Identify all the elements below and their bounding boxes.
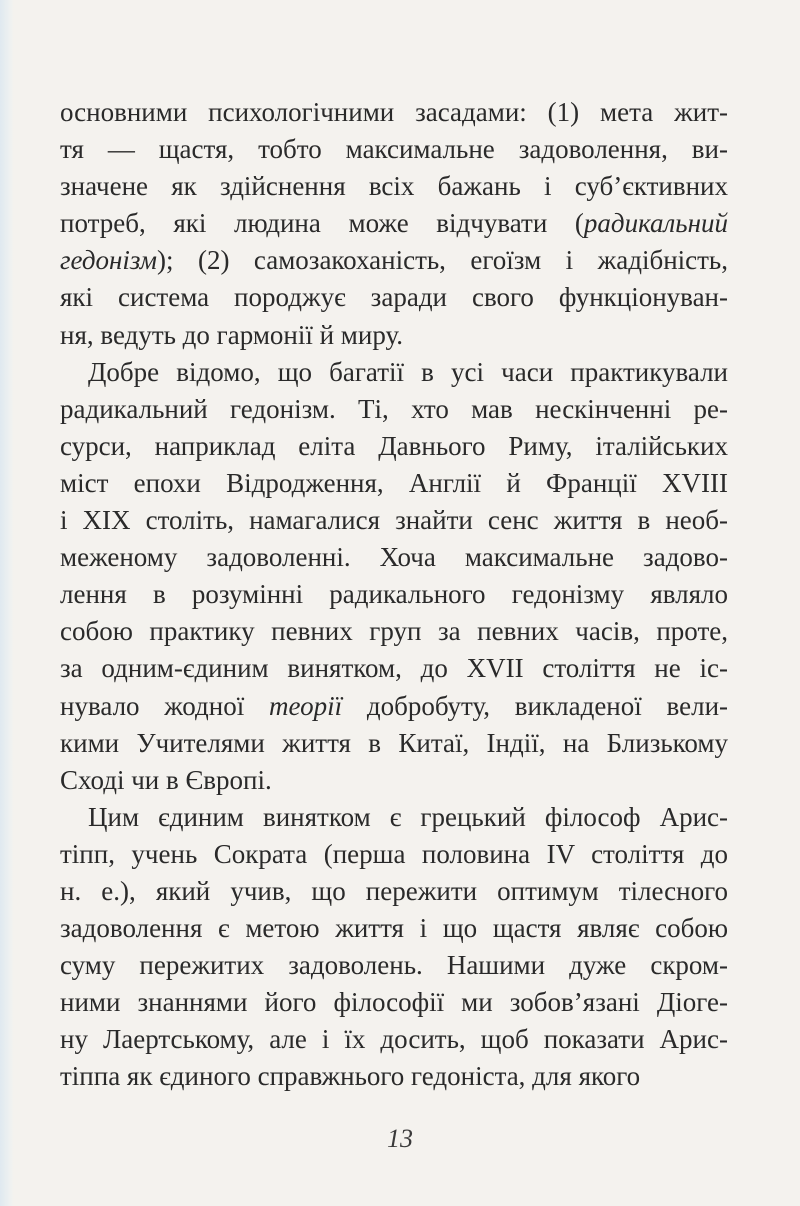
text-segment: значене як здійснення всіх бажань і суб’єктивних <box>60 171 728 202</box>
text-line <box>60 428 728 465</box>
text-line <box>60 836 728 873</box>
text-line <box>60 910 728 947</box>
text-segment: добробуту, викладеної вели- <box>342 690 729 721</box>
text-line <box>60 799 728 836</box>
text-line <box>60 242 728 279</box>
text-line <box>60 1021 728 1058</box>
text-segment: Цим єдиним винятком є грецький філософ Арис- <box>88 801 728 832</box>
text-line <box>60 688 728 725</box>
text-line <box>60 984 728 1021</box>
text-line <box>60 947 728 984</box>
text-line <box>60 354 728 391</box>
text-segment: радикальний гедонізм. Ті, хто мав нескінченні ре- <box>60 393 728 424</box>
text-segment: собою практику певних груп за певних часів, проте, <box>60 616 728 647</box>
text-segment: меженому задоволенні. Хоча максимальне задово- <box>60 542 728 573</box>
text-segment: суму пережитих задоволень. Нашими дуже скром- <box>60 950 728 981</box>
text-segment: ну Лаертському, але і їх досить, щоб показати Арис- <box>60 1024 728 1055</box>
page-edge-shadow <box>0 0 14 1206</box>
text-line <box>60 650 728 687</box>
text-segment: нувало жодної <box>60 690 269 721</box>
text-segment: ними знаннями його філософії ми зобов’язані Діоге- <box>60 987 728 1018</box>
paragraph <box>60 354 728 799</box>
text-segment: основними психологічними засадами: (1) мета жит- <box>60 97 728 127</box>
paragraph <box>60 94 728 354</box>
text-line <box>60 539 728 576</box>
text-segment: Сході чи в Європі. <box>60 764 272 795</box>
text-line <box>60 725 728 762</box>
text-line <box>60 502 728 539</box>
page-number: 13 <box>387 1124 413 1153</box>
text-segment: задоволення є метою життя і що щастя являє собою <box>60 913 728 944</box>
italic-text: гедонізм <box>60 245 157 276</box>
text-segment: тіппа як єдиного справжнього гедоніста, для якого <box>60 1061 641 1092</box>
text-segment: н. е.), який учив, що пережити оптимум тілесного <box>60 875 728 906</box>
text-line <box>60 762 728 799</box>
text-line <box>60 1058 728 1095</box>
text-line <box>60 168 728 205</box>
text-segment: кими Учителями життя в Китаї, Індії, на Близькому <box>60 727 728 758</box>
text-line <box>60 205 728 242</box>
text-segment: тя — щастя, тобто максимальне задоволення, ви- <box>60 134 728 165</box>
text-line <box>60 94 728 131</box>
text-segment: сурси, наприклад еліта Давнього Риму, італійських <box>60 430 728 461</box>
text-line <box>60 279 728 316</box>
text-segment: ); (2) самозакоханість, егоїзм і жадібність, <box>157 245 728 276</box>
italic-text: теорії <box>268 690 343 721</box>
book-page-text <box>60 94 728 1096</box>
text-segment: потреб, які людина може відчувати ( <box>60 208 584 239</box>
text-line <box>60 131 728 168</box>
text-segment: які система породжує заради свого функціонуван- <box>60 282 728 313</box>
text-line <box>60 391 728 428</box>
text-segment: міст епохи Відродження, Англії й Франції XVIII <box>60 467 728 498</box>
text-segment: Добре відомо, що багатії в усі часи практикували <box>88 356 728 387</box>
text-line <box>60 613 728 650</box>
text-segment: тіпп, учень Сократа (перша половина IV століття до <box>60 838 728 869</box>
italic-text: радикальний <box>583 208 728 239</box>
text-line <box>60 465 728 502</box>
text-segment: лення в розумінні радикального гедонізму являло <box>60 579 728 610</box>
text-line <box>60 873 728 910</box>
text-segment: і XIX століть, намагалися знайти сенс життя в необ- <box>60 505 728 536</box>
text-line <box>60 576 728 613</box>
text-segment: ня, ведуть до гармонії й миру. <box>60 319 404 350</box>
text-line <box>60 317 728 354</box>
paragraph <box>60 799 728 1096</box>
text-segment: за одним-єдиним винятком, до XVII століття не іс- <box>60 653 728 684</box>
